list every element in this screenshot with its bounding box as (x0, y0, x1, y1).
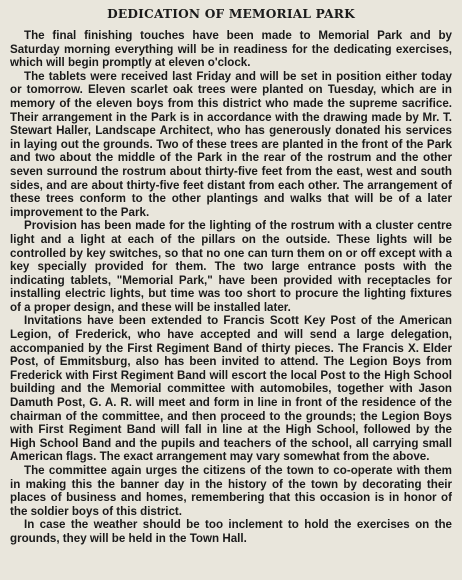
article-paragraph-2: The tablets were received last Friday and will be set in position either today or tomorrow. Eleven scarlet oak trees were planted on Tuesday, which are in memory of the eleven boys from this district who made the supreme sacrifice. Their arrangement in the Park is in accordance with the drawing made by Mr. T. Stewart Haller, Landscape Architect, who has generously donated his services in laying out the grounds. Two of these trees are planted in the front of the Park and two about the middle of the Park in the rear of the rostrum and the other seven surround the rostrum about thirty-five feet from the east, west and south sides, and are about thirty-five feet distant from each other. The arrangement of these trees conform to the other plantings and walks that will be of a later improvement to the Park. (10, 69, 452, 219)
article-headline: DEDICATION OF MEMORIAL PARK (107, 7, 355, 21)
article-paragraph-1: The final finishing touches have been made to Memorial Park and by Saturday morning everything will be in readiness for the dedicating exercises, which will begin promptly at eleven o'clock. (10, 29, 452, 70)
article-paragraph-5: The committee again urges the citizens of the town to co-operate with them in making this the banner day in the history of the town by decorating their places of business and homes, remembering that this occasion is in honor of the soldier boys of this district. (10, 464, 452, 518)
article-paragraph-4: Invitations have been extended to Francis Scott Key Post of the American Legion, of Frederick, who have accepted and will send a large delegation, accompanied by the First Regiment Band of thirty pieces. The Francis X. Elder Post, of Emmitsburg, also has been invited to attend. The Legion Boys from Frederick with First Regiment Band will escort the local Post to the High School building and the Memorial committee with automobiles, together with Jason Damuth Post, G. A. R. will meet and form in line in front of the residence of the chairman of the committee, and then proceed to the grounds; the Legion Boys with First Regiment Band will fall in line at the High School, followed by the High School Band and the pupils and teachers of the school, all carrying small American flags. The exact arrangement may vary somewhat from the above. (10, 314, 452, 464)
article-paragraph-3: Provision has been made for the lighting of the rostrum with a cluster centre light and a light at each of the pillars on the outside. These lights will be controlled by key switches, so that no one can turn them on or off except with a key specially provided for them. The two large entrance posts with the indicating tablets, "Memorial Park," have been provided with receptacles for installing electric lights, but time was too short to procure the lighting fixtures of a proper design, and these will be installed later. (10, 219, 452, 314)
article-paragraph-6: In case the weather should be too inclement to hold the exercises on the grounds, they will be held in the Town Hall. (10, 518, 452, 545)
